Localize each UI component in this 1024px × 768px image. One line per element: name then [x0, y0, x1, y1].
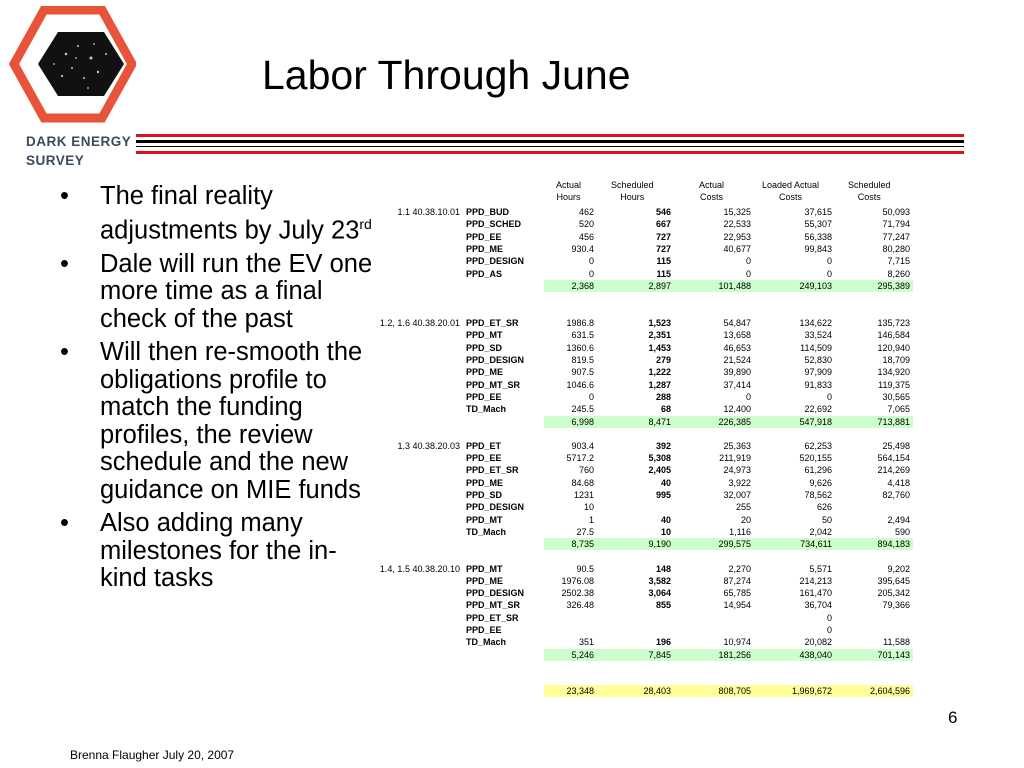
logo-line-1: DARK ENERGY — [26, 134, 132, 149]
table-cell: 5717.2 — [566, 453, 594, 464]
subtotal-cell: 2,897 — [648, 280, 671, 291]
subtotal-cell: 299,575 — [718, 539, 751, 550]
table-cell: 351 — [578, 637, 594, 648]
grand-total-cell: 808,705 — [718, 685, 751, 696]
table-cell: 1 — [588, 514, 594, 525]
table-cell: 13,658 — [723, 330, 751, 341]
table-cell: 2,270 — [728, 563, 751, 574]
table-cell: 1,287 — [648, 379, 671, 390]
table-cell: 27.5 — [576, 526, 594, 537]
bullet-list — [58, 183, 378, 599]
subtotal-cell: 295,389 — [877, 280, 910, 291]
footer-text: Brenna Flaugher July 20, 2007 — [70, 748, 235, 762]
table-cell: 14,954 — [723, 600, 751, 611]
table-cell: 12,400 — [723, 404, 751, 415]
table-cell: 1231 — [573, 490, 594, 500]
table-cell: 148 — [655, 563, 671, 574]
bullet-text: Will then re-smooth the obligations profile to match the funding profiles, the review schedule and the new guidance on MIE funds — [100, 338, 363, 504]
table-cell: 1986.8 — [566, 318, 594, 329]
column-header-line: Costs — [700, 191, 724, 202]
row-label: PPD_SCHED — [466, 219, 522, 230]
table-cell: 120,940 — [877, 342, 910, 353]
table-cell: 0 — [588, 268, 594, 279]
table-cell: 4,418 — [887, 477, 910, 488]
red-rule-top — [136, 134, 964, 137]
table-cell: 819.5 — [571, 355, 594, 365]
table-cell: 462 — [578, 207, 594, 217]
table-cell: 77,247 — [882, 231, 910, 242]
table-cell: 8,260 — [887, 268, 910, 279]
table-cell: 907.5 — [571, 367, 594, 378]
table-cell: 39,890 — [723, 367, 751, 378]
table-cell: 22,953 — [723, 231, 751, 242]
subtotal-cell: 9,190 — [648, 539, 671, 550]
table-cell: 245.5 — [571, 404, 594, 415]
row-label: PPD_ET_SR — [466, 318, 519, 329]
table-cell: 0 — [826, 391, 832, 402]
table-cell: 727 — [655, 231, 671, 242]
table-cell: 50 — [821, 514, 832, 525]
table-cell: 855 — [655, 600, 671, 611]
row-label: PPD_DESIGN — [466, 588, 525, 599]
table-cell: 0 — [826, 256, 832, 267]
table-cell: 760 — [578, 465, 594, 476]
table-cell: 99,843 — [804, 243, 832, 254]
table-cell: 40,677 — [723, 243, 751, 254]
table-cell: 21,524 — [723, 355, 751, 365]
bullet-item — [58, 183, 378, 245]
bullet-icon: • — [60, 249, 69, 278]
des-logo — [6, 6, 136, 124]
table-cell: 114,509 — [800, 342, 832, 353]
table-cell: 626 — [816, 502, 832, 513]
column-header — [848, 180, 891, 203]
table-cell: 1046.6 — [566, 379, 594, 390]
group-code: 1.4, 1.5 40.38.20.10 — [379, 563, 460, 574]
table-cell: 115 — [656, 256, 671, 267]
subtotal-cell: 547,918 — [799, 416, 832, 427]
table-cell: 1,116 — [729, 526, 751, 537]
table-cell: 0 — [826, 268, 832, 279]
table-cell: 134,920 — [877, 367, 910, 378]
table-cell: 2,351 — [648, 330, 671, 341]
row-label: PPD_DESIGN — [466, 256, 525, 267]
table-cell: 395,645 — [877, 575, 910, 586]
subtotal-cell: 2,368 — [571, 280, 594, 291]
table-cell: 2,494 — [887, 514, 910, 525]
table-cell: 10 — [583, 502, 594, 513]
table-cell: 36,704 — [804, 600, 832, 611]
table-cell: 84.68 — [571, 477, 594, 488]
column-header-line: Hours — [620, 191, 645, 202]
table-cell: 903.4 — [571, 440, 594, 451]
table-cell: 30,565 — [882, 391, 910, 402]
row-label: PPD_EE — [466, 625, 502, 635]
table-cell: 288 — [655, 391, 671, 402]
subtotal-cell: 8,471 — [648, 416, 671, 427]
row-label: PPD_ET_SR — [466, 465, 519, 476]
table-cell: 1,222 — [648, 367, 671, 378]
table-cell: 52,830 — [804, 355, 832, 365]
table-cell: 3,064 — [648, 588, 671, 599]
slide-title: Labor Through June — [262, 52, 631, 98]
column-header-line: Scheduled — [611, 180, 654, 190]
table-cell: 211,919 — [719, 453, 751, 464]
bullet-text: Also adding many milestones for the in-kind tasks — [100, 509, 337, 592]
table-cell: 3,922 — [728, 477, 751, 488]
table-cell: 0 — [745, 268, 751, 279]
table-cell: 930.4 — [571, 243, 594, 254]
table-cell: 18,709 — [882, 355, 910, 365]
bullet-text: The final reality adjustments by July 23 — [100, 182, 360, 244]
column-header-line: Costs — [779, 191, 803, 202]
row-label: PPD_SD — [466, 342, 503, 353]
row-label: PPD_DESIGN — [466, 502, 525, 513]
table-cell: 1,453 — [648, 342, 671, 353]
bullet-icon: • — [60, 182, 69, 210]
row-label: PPD_BUD — [466, 207, 510, 217]
column-header — [699, 180, 724, 203]
subtotal-cell: 701,143 — [877, 649, 910, 660]
table-cell: 0 — [745, 391, 751, 402]
page-number: 6 — [948, 708, 958, 727]
subtotal-cell: 6,998 — [571, 416, 594, 427]
row-label: PPD_EE — [466, 453, 502, 464]
table-cell: 161,470 — [799, 588, 832, 599]
subtotal-cell: 734,611 — [800, 539, 832, 550]
column-header-line: Hours — [556, 191, 581, 202]
table-cell: 15,325 — [723, 207, 751, 217]
subtotal-cell: 226,385 — [718, 416, 751, 427]
table-cell: 727 — [655, 243, 671, 254]
subtotal-cell: 249,103 — [799, 280, 832, 291]
table-cell: 87,274 — [723, 575, 751, 586]
table-cell: 54,847 — [723, 318, 751, 329]
table-cell: 392 — [655, 440, 671, 451]
table-cell: 115 — [656, 268, 671, 279]
table-cell: 326.48 — [566, 600, 594, 611]
table-cell: 146,584 — [877, 330, 910, 341]
table-cell: 279 — [655, 355, 671, 365]
table-cell: 82,760 — [882, 490, 910, 500]
table-cell: 91,833 — [804, 379, 832, 390]
table-cell: 667 — [655, 219, 671, 230]
table-cell: 37,615 — [804, 207, 832, 217]
table-cell: 78,562 — [804, 490, 832, 500]
column-header-line: Scheduled — [848, 180, 891, 190]
bullet-text: Dale will run the EV one more time as a final check of the past — [100, 249, 373, 333]
table-cell: 1360.6 — [566, 342, 594, 353]
table-cell: 631.5 — [571, 330, 594, 341]
table-cell: 0 — [588, 256, 594, 267]
row-label: PPD_MT_SR — [466, 600, 521, 611]
column-header-line: Actual — [556, 180, 582, 190]
table-cell: 10 — [660, 526, 671, 537]
row-label: PPD_SD — [466, 490, 503, 500]
table-cell: 25,498 — [882, 440, 910, 451]
table-cell: 2,042 — [809, 526, 832, 537]
row-label: PPD_ME — [466, 477, 504, 488]
row-label: PPD_ET — [466, 440, 502, 451]
logo-line-2: SURVEY — [26, 153, 85, 168]
subtotal-cell: 5,246 — [571, 649, 594, 660]
row-label: PPD_ME — [466, 243, 504, 254]
table-cell: 40 — [660, 477, 671, 488]
grand-total-cell: 28,403 — [643, 685, 671, 696]
table-cell: 5,308 — [648, 453, 671, 464]
row-label: PPD_ME — [466, 575, 504, 586]
subtotal-cell: 438,040 — [799, 649, 832, 660]
table-cell: 33,524 — [804, 330, 832, 341]
row-label: PPD_MT_SR — [466, 379, 521, 390]
table-cell: 97,909 — [804, 367, 832, 378]
table-cell: 11,588 — [883, 637, 910, 648]
table-cell: 55,307 — [804, 219, 832, 230]
table-cell: 5,571 — [809, 563, 832, 574]
subtotal-cell: 8,735 — [571, 539, 594, 550]
table-cell: 46,653 — [723, 342, 751, 353]
row-label: TD_Mach — [466, 404, 507, 415]
column-header-line: Actual — [699, 180, 725, 190]
table-cell: 10,974 — [723, 637, 751, 648]
table-cell: 0 — [588, 391, 594, 402]
table-cell: 7,065 — [887, 404, 910, 415]
bullet-icon: • — [60, 509, 69, 537]
table-cell: 0 — [826, 612, 832, 623]
subtotal-cell: 181,256 — [718, 649, 751, 660]
table-cell: 25,363 — [723, 440, 751, 451]
table-cell: 995 — [655, 490, 671, 500]
row-label: PPD_EE — [466, 391, 502, 402]
bullet-item — [58, 510, 378, 593]
table-cell: 20 — [740, 514, 751, 525]
table-cell: 68 — [660, 404, 671, 415]
bullet-item — [58, 339, 378, 504]
table-cell: 79,366 — [882, 600, 910, 611]
table-cell: 0 — [826, 625, 832, 635]
table-cell: 520 — [578, 219, 594, 230]
table-cell: 80,280 — [882, 243, 910, 254]
grand-total-cell: 2,604,596 — [869, 685, 910, 696]
column-header — [556, 180, 581, 203]
table-cell: 214,213 — [799, 575, 832, 586]
table-cell: 134,622 — [799, 318, 832, 329]
table-cell: 456 — [578, 231, 594, 242]
table-cell: 2502.38 — [561, 588, 594, 599]
column-header — [762, 180, 819, 203]
subtotal-cell: 101,488 — [718, 280, 751, 291]
row-label: PPD_ME — [466, 367, 504, 378]
table-cell: 1,523 — [648, 318, 671, 329]
table-cell: 135,723 — [877, 318, 910, 329]
table-cell: 3,582 — [648, 575, 671, 586]
row-label: PPD_AS — [466, 268, 503, 279]
table-cell: 520,155 — [799, 453, 832, 464]
table-cell: 90.5 — [576, 563, 594, 574]
table-cell: 214,269 — [877, 465, 910, 476]
logo-wordmark — [26, 132, 131, 170]
row-label: PPD_DESIGN — [466, 355, 525, 365]
table-cell: 20,082 — [804, 637, 832, 648]
grand-total-cell: 1,969,672 — [791, 685, 832, 696]
table-cell: 255 — [735, 502, 751, 513]
table-cell: 56,338 — [804, 231, 832, 242]
table-cell: 1976.08 — [561, 575, 594, 586]
black-rule — [136, 140, 964, 143]
column-header — [611, 180, 654, 203]
table-cell: 71,794 — [882, 219, 910, 230]
bullet-icon: • — [60, 338, 69, 366]
table-cell: 9,202 — [887, 563, 910, 574]
row-label: TD_Mach — [466, 637, 507, 648]
table-cell: 61,296 — [804, 465, 832, 476]
bullet-item — [58, 251, 378, 334]
table-cell: 22,533 — [723, 219, 751, 230]
column-header-line: Costs — [857, 191, 881, 202]
table-cell: 24,973 — [723, 465, 751, 476]
row-label: PPD_MT — [466, 330, 503, 341]
subtotal-cell: 7,845 — [648, 649, 671, 660]
row-label: PPD_ET_SR — [466, 612, 519, 623]
table-cell: 62,253 — [804, 440, 832, 451]
table-cell: 22,692 — [804, 404, 832, 415]
table-cell: 196 — [655, 637, 671, 648]
group-code: 1.1 40.38.10.01 — [397, 207, 460, 217]
table-cell: 205,342 — [877, 588, 910, 599]
row-label: PPD_MT — [466, 563, 503, 574]
table-cell: 564,154 — [877, 453, 910, 464]
hexagon-logo-icon — [6, 6, 136, 124]
group-code: 1.2, 1.6 40.38.20.01 — [379, 318, 460, 329]
table-cell: 50,093 — [882, 207, 910, 217]
row-label: PPD_MT — [466, 514, 503, 525]
header-rules — [136, 132, 964, 156]
table-cell: 119,375 — [878, 379, 910, 390]
table-cell: 40 — [660, 514, 671, 525]
subtotal-cell: 894,183 — [877, 539, 910, 550]
grand-total-cell: 23,348 — [566, 685, 594, 696]
table-cell: 590 — [894, 526, 910, 537]
table-cell: 546 — [655, 207, 671, 217]
table-cell: 32,007 — [723, 490, 751, 500]
table-cell: 0 — [745, 256, 751, 267]
subtotal-cell: 713,881 — [877, 416, 910, 427]
group-code: 1.3 40.38.20.03 — [397, 440, 460, 451]
table-cell: 7,715 — [887, 256, 910, 267]
table-cell: 65,785 — [723, 588, 751, 599]
row-label: PPD_EE — [466, 231, 502, 242]
red-rule-bottom — [136, 151, 964, 154]
thin-rule — [136, 146, 964, 147]
table-cell: 9,626 — [809, 477, 832, 488]
table-cell: 37,414 — [723, 379, 751, 390]
table-cell: 2,405 — [648, 465, 671, 476]
column-header-line: Loaded Actual — [762, 180, 820, 190]
bullet-sup: rd — [359, 215, 372, 232]
row-label: TD_Mach — [466, 526, 507, 537]
